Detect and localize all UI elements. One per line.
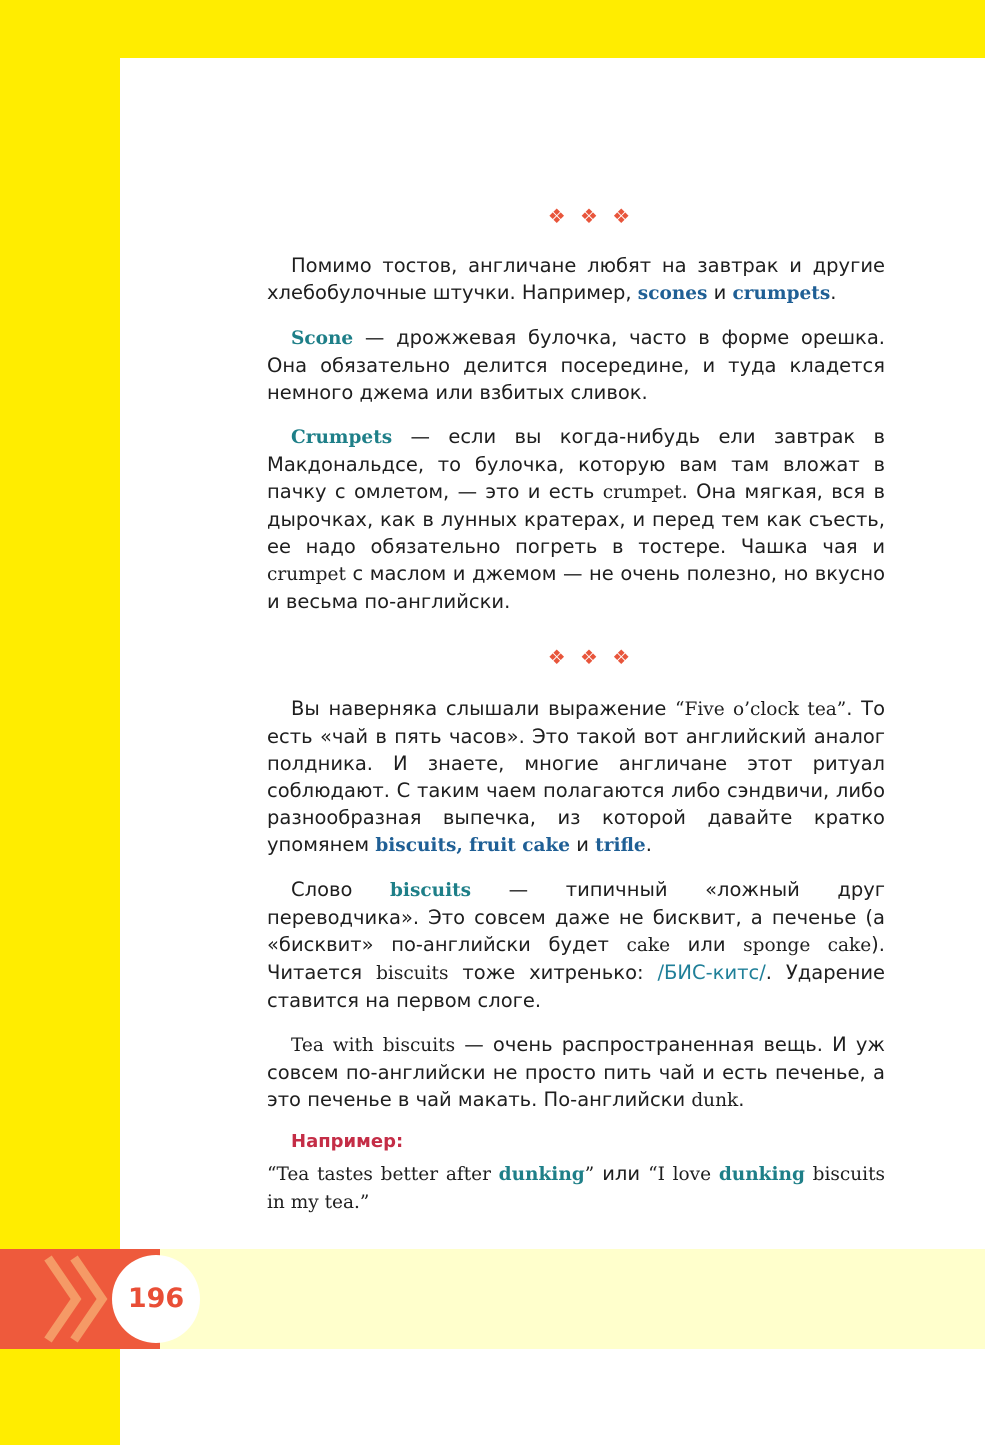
- paragraph-scone: Scone — дрожжевая булочка, часто в форме орешка. Она обязательно делится посередине, и туда кладется немного джема или взбитых сливок.: [267, 326, 885, 404]
- paragraph-dunk: Tea with biscuits — очень распространенная вещь. И уж совсем по-английски не просто пить чай и есть печенье, а это печенье в чай макать. По-английски dunk.: [267, 1033, 885, 1111]
- term-crumpets-heading: Crumpets: [291, 427, 393, 448]
- page-number: 196: [127, 1283, 185, 1314]
- section-divider: ❖ ❖ ❖: [547, 204, 635, 228]
- footer-band: [120, 1249, 985, 1349]
- term-fruit-cake: fruit cake: [469, 835, 571, 856]
- term-scones: scones: [637, 283, 708, 304]
- article-body: [267, 200, 885, 1216]
- paragraph-five-oclock: Вы наверняка слышали выражение “Five o’clock tea”. То есть «чай в пять часов». Это такой вот английский аналог полдника. И знаете, многие англичане этот ритуал соблюдают. С таким чаем полагаются либо сэндвичи, либо разнообразная выпечка, из которой давайте кратко упомянем biscuits, fruit cake и trifle.: [267, 697, 885, 856]
- paragraph-breakfast-intro: Помимо тостов, англичане любят на завтрак и другие хлебобулочные штучки. Например, scones и crumpets.: [267, 254, 885, 304]
- example-label: Например:: [291, 1131, 404, 1152]
- term-dunking: dunking: [718, 1164, 805, 1185]
- phrase-five-oclock-tea: “Five o’clock tea”: [675, 699, 847, 720]
- term-biscuits-definition: biscuits: [390, 880, 472, 901]
- term-scone: Scone: [291, 328, 354, 349]
- term-dunking: dunking: [498, 1164, 585, 1185]
- term-biscuits: biscuits,: [375, 835, 463, 856]
- section-divider: ❖ ❖ ❖: [547, 645, 635, 669]
- chevron-right-icon: [38, 1252, 118, 1346]
- transliteration: /БИС-китс/: [657, 961, 766, 984]
- example-quote: “Tea tastes better after dunking” или “I love dunking biscuits in my tea.”: [267, 1162, 885, 1213]
- paragraph-biscuits: Слово biscuits — типичный «ложный друг переводчика». Это совсем даже не бисквит, а печенье (а «бисквит» по-английски будет cake или sponge cake). Читается biscuits тоже хитренько: /БИС-китс/. Ударение ставится на первом слоге.: [267, 878, 885, 1012]
- term-crumpets: crumpets: [732, 283, 831, 304]
- paragraph-crumpets: Crumpets — если вы когда-нибудь ели завтрак в Макдональдсе, то булочка, которую вам там вложат в пачку с омлетом, — это и есть crumpet. Она мягкая, вся в дырочках, как в лунных кратерах, и перед тем как съесть, ее надо обязательно погреть в тостере. Чашка чая и crumpet с маслом и джемом — не очень полезно, но вкусно и весьма по-английски.: [267, 425, 885, 613]
- term-trifle: trifle: [595, 835, 646, 856]
